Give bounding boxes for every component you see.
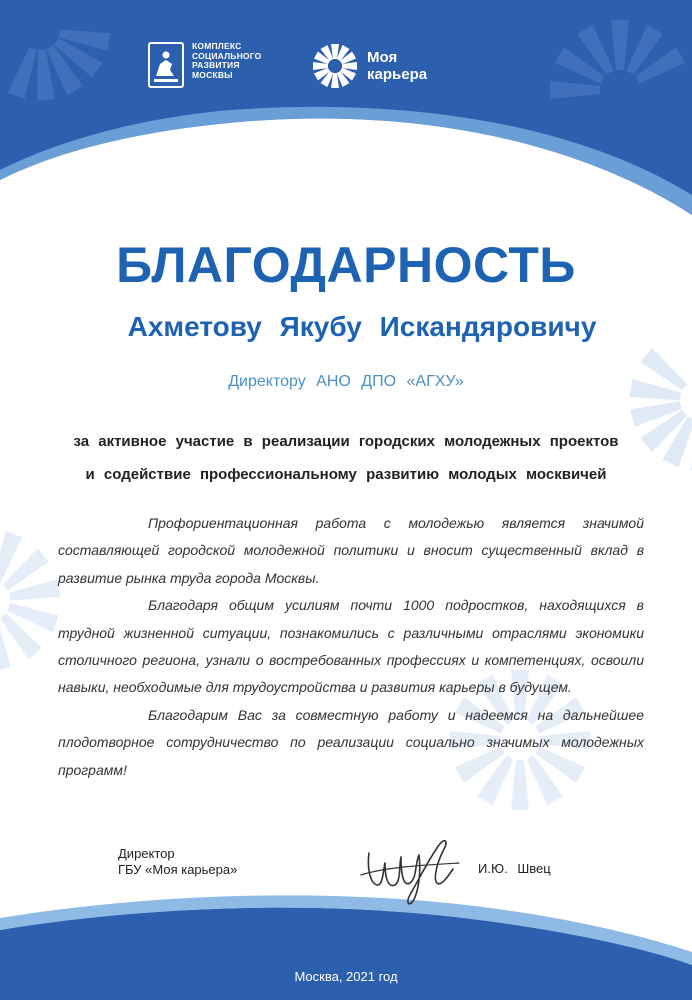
logo-complex-text <box>192 42 261 80</box>
logo-career-line: карьера <box>367 66 428 83</box>
signer-block <box>118 846 237 878</box>
recipient-name: Ахметову Якубу Искандяровичу <box>127 311 597 342</box>
body-text <box>58 510 644 784</box>
sunburst-logo-icon <box>311 42 359 90</box>
certificate-title: БЛАГОДАРНОСТЬ <box>116 237 576 293</box>
handwritten-signature-icon <box>355 823 465 915</box>
logo-complex-line: МОСКВЫ <box>192 69 233 80</box>
logo-career-line: Моя <box>367 49 398 66</box>
reason-line-1: за активное участие в реализации городских молодежных проектов <box>73 433 619 450</box>
signer-title: Директор <box>118 846 175 861</box>
body-paragraph: Благодарим Вас за совместную работу и надеемся на дальнейшее плодотворное сотрудничество по реализации социально значимых молодежных программ! <box>58 706 644 778</box>
logo-moscow-social-complex <box>148 42 261 88</box>
footer-place-year: Москва, 2021 год <box>294 969 398 984</box>
recipient-position: Директору АНО ДПО «АГХУ» <box>228 373 464 390</box>
moscow-emblem-icon <box>148 42 184 88</box>
body-paragraph: Благодаря общим усилиям почти 1000 подростков, находящихся в трудной жизненной ситуации, познакомились с различными отраслями экономики столичного региона, узнали о востребованных профессиях и компетенциях, освоили навыки, необходимые для трудоустройства и развития карьеры в будущем. <box>58 597 644 696</box>
signer-org: ГБУ «Моя карьера» <box>118 862 238 877</box>
body-paragraph: Профориентационная работа с молодежью является значимой составляющей городской молодежной политики и вносит существенный вклад в развитие рынка труда города Москвы. <box>58 515 644 586</box>
reason-line-2: и содействие профессиональному развитию молодых москвичей <box>85 466 607 483</box>
signer-name: И.Ю. Швец <box>478 861 551 876</box>
logo-career-text <box>367 49 427 83</box>
logo-complex-line: РАЗВИТИЯ <box>192 60 240 70</box>
logo-complex-line: КОМПЛЕКС <box>192 41 242 51</box>
logo-complex-line: СОЦИАЛЬНОГО <box>192 50 262 61</box>
logo-my-career <box>311 42 427 90</box>
